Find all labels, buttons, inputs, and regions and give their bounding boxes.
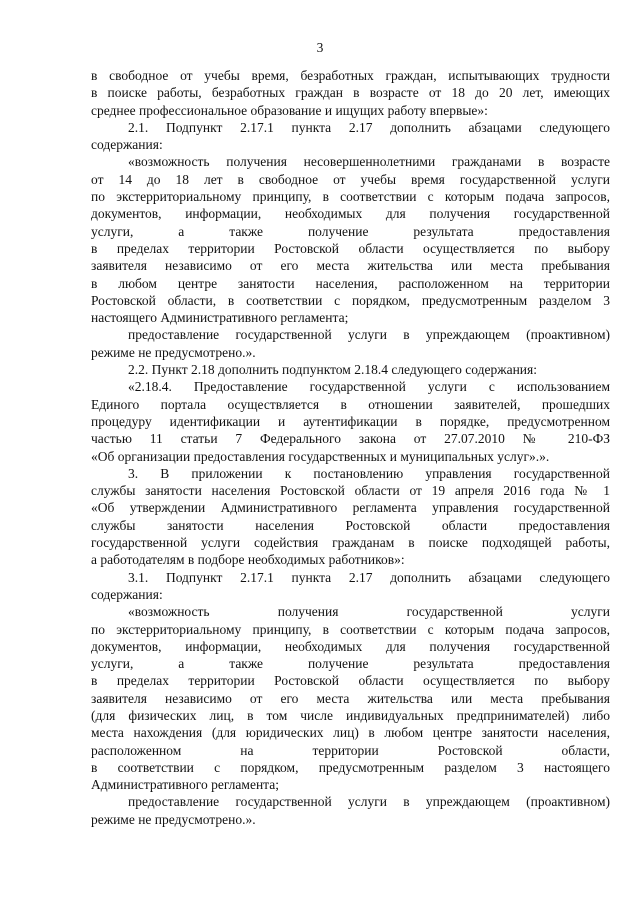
text-line: (для физических лиц, в том числе индивидуальных предпринимателей) либо: [91, 707, 610, 723]
text-line: «Об организации предоставления государственных и муниципальных услуг».».: [91, 448, 550, 464]
text-line: документов, информации, необходимых для получения государственной: [91, 206, 610, 222]
text-line: режиме не предусмотрено.».: [91, 811, 256, 827]
paragraph: [91, 603, 610, 793]
paragraph: [91, 67, 610, 119]
paragraph: [91, 119, 610, 154]
paragraph: [91, 326, 610, 361]
page-number: 3: [316, 40, 324, 55]
text-line: по экстерриториальному принципу, в соответствии с которым подача запросов,: [91, 621, 610, 637]
text-line: от 14 до 18 лет в свободное от учебы время государственной услуги: [91, 171, 610, 187]
text-line: частью 11 статьи 7 Федерального закона от 27.07.2010 № 210-ФЗ: [91, 431, 610, 447]
text-line: документов, информации, необходимых для получения государственной: [91, 638, 610, 654]
text-line: Административного регламента;: [91, 777, 279, 793]
text-line: заявителя независимо от его места жительства или места пребывания: [91, 690, 610, 706]
paragraph: [91, 378, 610, 464]
paragraph: [91, 465, 610, 569]
text-line: Единого портала осуществляется в отношении заявителей, прошедших: [91, 396, 610, 412]
text-line: «Об утверждении Административного регламента управления государственной: [91, 500, 610, 516]
text-line: 2.2. Пункт 2.18 дополнить подпунктом 2.18.4 следующего содержания:: [128, 362, 537, 378]
paragraph: [91, 153, 610, 326]
text-line: 3.1. Подпункт 2.17.1 пункта 2.17 дополнить абзацами следующего: [128, 569, 610, 585]
text-line: содержания:: [91, 586, 163, 602]
text-line: службы занятости населения Ростовской области предоставления: [91, 517, 610, 533]
text-line: содержания:: [91, 137, 163, 153]
text-line: по экстерриториальному принципу, в соответствии с которым подача запросов,: [91, 189, 610, 205]
text-line: режиме не предусмотрено.».: [91, 344, 256, 360]
text-line: «возможность получения государственной услуги: [128, 604, 610, 620]
paragraph: [91, 569, 610, 604]
text-line: услуги, а также получение результата предоставления: [91, 223, 610, 239]
text-line: в поиске работы, безработных граждан в возрасте от 18 до 20 лет, имеющих: [91, 85, 610, 101]
text-line: настоящего Административного регламента;: [91, 310, 349, 326]
text-line: процедуру идентификации и аутентификации в порядке, предусмотренном: [91, 413, 610, 429]
text-line: «возможность получения несовершеннолетними гражданами в возрасте: [128, 154, 610, 170]
text-line: места нахождения (для юридических лиц) в любом центре занятости населения,: [91, 725, 610, 741]
text-line: в соответствии с порядком, предусмотренным разделом 3 настоящего: [91, 759, 610, 775]
text-line: государственной услуги содействия гражданам в поиске подходящей работы,: [91, 535, 610, 551]
text-line: предоставление государственной услуги в упреждающем (проактивном): [128, 327, 610, 343]
text-line: в пределах территории Ростовской области осуществляется по выбору: [91, 240, 610, 256]
text-line: заявителя независимо от его места жительства или места пребывания: [91, 258, 610, 274]
document-body: [91, 67, 610, 828]
text-line: в пределах территории Ростовской области осуществляется по выбору: [91, 673, 610, 689]
paragraph: [91, 793, 610, 828]
text-line: среднее профессиональное образование и ищущих работу впервые»:: [91, 102, 488, 118]
text-line: предоставление государственной услуги в упреждающем (проактивном): [128, 794, 610, 810]
paragraph: [91, 361, 610, 378]
text-line: услуги, а также получение результата предоставления: [91, 656, 610, 672]
text-line: а работодателям в подборе необходимых работников»:: [91, 552, 405, 568]
text-line: в любом центре занятости населения, расположенном на территории: [91, 275, 610, 291]
text-line: 2.1. Подпункт 2.17.1 пункта 2.17 дополнить абзацами следующего: [128, 119, 610, 135]
text-line: Ростовской области, в соответствии с порядком, предусмотренным разделом 3: [91, 292, 610, 308]
text-line: службы занятости населения Ростовской области от 19 апреля 2016 года № 1: [91, 483, 610, 499]
text-line: 3. В приложении к постановлению управления государственной: [128, 465, 610, 481]
text-line: расположенном на территории Ростовской области,: [91, 742, 610, 758]
text-line: «2.18.4. Предоставление государственной услуги с использованием: [128, 379, 610, 395]
text-line: в свободное от учебы время, безработных граждан, испытывающих трудности: [91, 68, 610, 83]
